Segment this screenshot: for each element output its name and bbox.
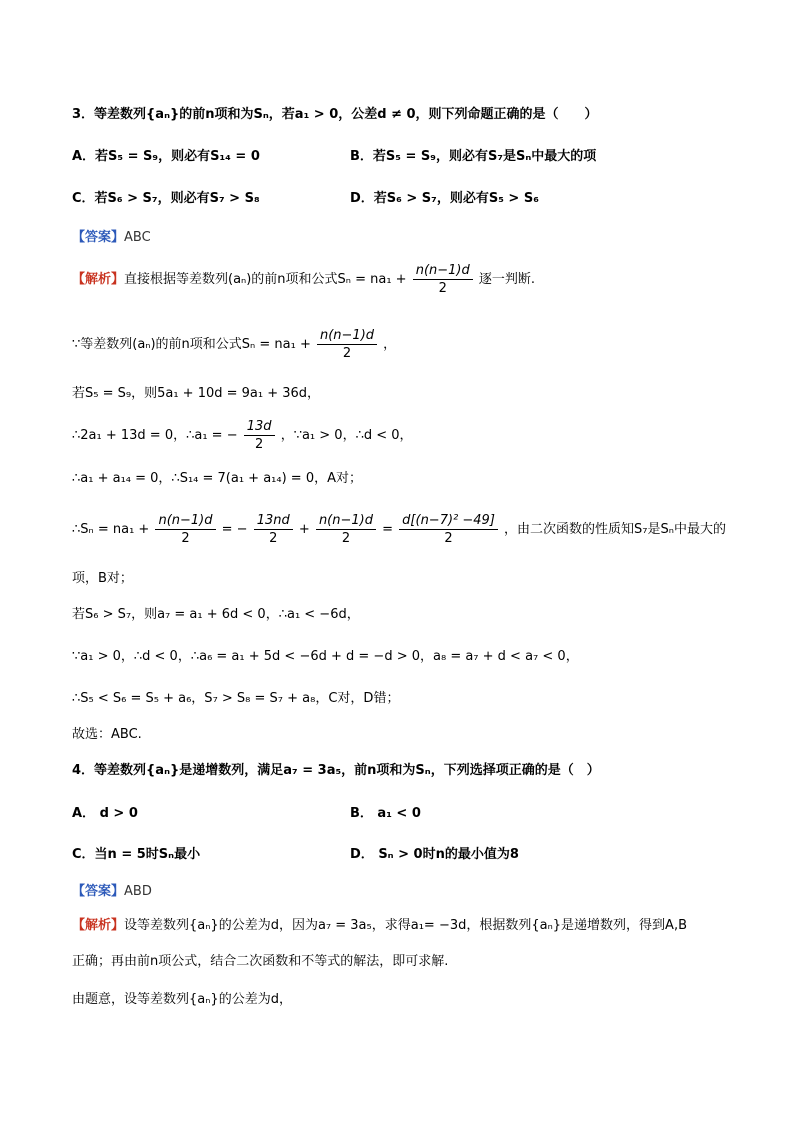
q3-step-4: ∴a₁ + a₁₄ = 0，∴S₁₄ = 7(a₁ + a₁₄) = 0，A对； [72, 471, 362, 486]
q3-step-2: 若S₅ = S₉，则5a₁ + 10d = 9a₁ + 36d， [72, 386, 321, 401]
fraction: $\frac{n(n-1)d}{2}$ [317, 327, 377, 362]
q4-stem: 4．等差数列{aₙ}是递增数列，满足a₇ = 3a₅，前n项和为Sₙ，下列选择项正确的是（ ） [72, 763, 600, 778]
q3-answer: ABC [124, 230, 151, 245]
q3-step-7: 若S₆ > S₇，则a₇ = a₁ + 6d < 0，∴a₁ < −6d， [72, 607, 360, 622]
q3-step-6: 项，B对； [72, 571, 133, 586]
q3-option-d: D．若S₆ > S₇，则必有S₅ > S₆ [350, 191, 539, 206]
q4-option-a: A． d > 0 [72, 806, 138, 821]
fraction: $\frac{13d}{2}$ [244, 418, 275, 453]
q4-analysis-line-2: 正确；再由前n项公式，结合二次函数和不等式的解法，即可求解. [72, 954, 449, 969]
q4-answer-line [72, 883, 152, 901]
q3-analysis-line: 【解析】直接根据等差数列(aₙ)的前n项和公式Sₙ = na₁ + $\frac{n(n-1)d}{2}$ 逐一判断. [72, 263, 536, 296]
q4-option-b: B． a₁ < 0 [350, 806, 421, 821]
q3-option-a: A．若S₅ = S₉，则必有S₁₄ = 0 [72, 149, 260, 164]
analysis-tag: 【解析】 [72, 272, 125, 287]
q3-option-b: B．若S₅ = S₉，则必有S₇是Sₙ中最大的项 [350, 149, 597, 164]
answer-tag: 【答案】 [72, 230, 125, 245]
q3-step-5: ∴Sₙ = na₁ + $\frac{n(n-1)d}{2}$ = − $\frac{13nd}{2}$ + $\frac{n(n-1)d}{2}$ = $\frac{\text{d[(n−7)² −49]}}{2}$ ，由二次函数的性质知S₇是Sₙ中最大的 [72, 513, 726, 546]
fraction: $\frac{n(n-1)d}{2}$ [413, 262, 473, 297]
q4-option-c: C．当n = 5时Sₙ最小 [72, 847, 201, 862]
answer-tag: 【答案】 [72, 884, 125, 899]
q3-step-8: ∵a₁ > 0，∴d < 0，∴a₆ = a₁ + 5d < −6d + d = −d > 0，a₈ = a₇ + d < a₇ < 0， [72, 649, 579, 664]
q4-answer: ABD [124, 884, 152, 899]
q3-answer-line [72, 229, 151, 247]
fraction: $\frac{n(n-1)d}{2}$ [155, 512, 215, 547]
fraction: $\frac{13nd}{2}$ [254, 512, 293, 547]
q3-step-3: ∴2a₁ + 13d = 0，∴a₁ = − $\frac{13d}{2}$ ，∵a₁ > 0，∴d < 0， [72, 419, 413, 452]
q3-step-1: ∵等差数列(aₙ)的前n项和公式Sₙ = na₁ + $\frac{n(n-1)d}{2}$ ， [72, 328, 397, 361]
analysis-tag: 【解析】 [72, 918, 125, 933]
q3-option-c: C．若S₆ > S₇，则必有S₇ > S₈ [72, 191, 260, 206]
q3-step-9: ∴S₅ < S₆ = S₅ + a₆，S₇ > S₈ = S₇ + a₈，C对，D错； [72, 691, 400, 706]
q3-stem: 3．等差数列{aₙ}的前n项和为Sₙ，若a₁ > 0，公差d ≠ 0，则下列命题正确的是（ ） [72, 107, 598, 122]
q4-analysis-line [72, 917, 687, 935]
q4-option-d: D． Sₙ > 0时n的最小值为8 [350, 847, 519, 862]
q3-analysis-text: 直接根据等差数列(aₙ)的前n项和公式Sₙ = na₁ + [124, 272, 407, 287]
q3-conclusion: 故选：ABC. [72, 727, 142, 742]
q4-analysis-text: 设等差数列{aₙ}的公差为d，因为a₇ = 3a₅，求得a₁= −3d，根据数列{aₙ}是递增数列，得到A,B [124, 918, 687, 933]
fraction: $\frac{n(n-1)d}{2}$ [316, 512, 376, 547]
q4-step-1: 由题意，设等差数列{aₙ}的公差为d， [72, 992, 292, 1007]
fraction: $\frac{\text{d[(n−7)² −49]}}{2}$ [399, 512, 498, 547]
